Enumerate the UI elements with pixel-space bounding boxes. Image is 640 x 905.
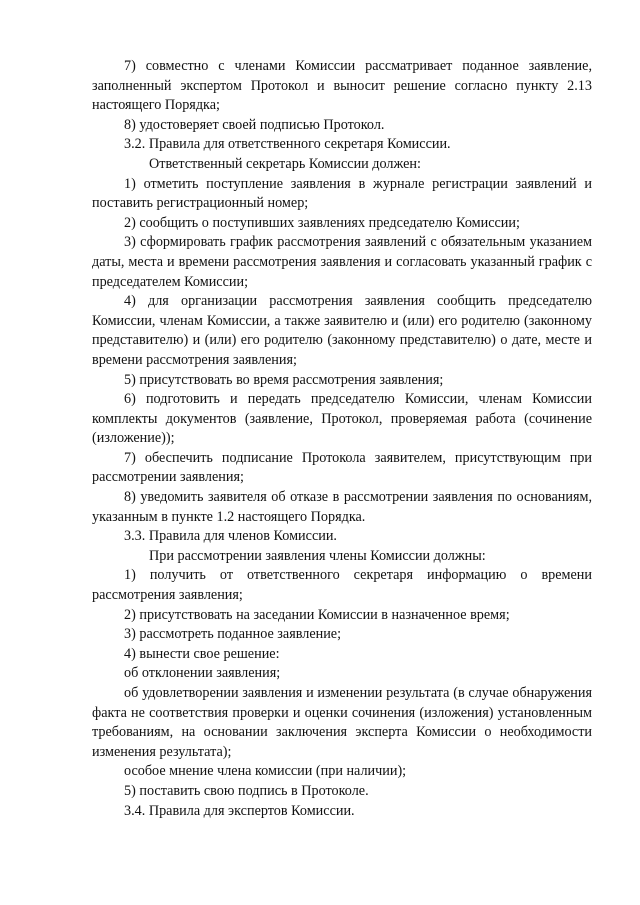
secretary-item-8: 8) уведомить заявителя об отказе в рассмотрении заявления по основаниям, указанным в пункте 1.2 настоящего Порядка. [92, 489, 592, 525]
list-item-7-chair-reviews: 7) совместно с членами Комиссии рассматривает поданное заявление, заполненный экспертом Протокол и выносит решение согласно пункту 2.13 настоящего Порядка; [92, 58, 592, 114]
secretary-item-3: 3) сформировать график рассмотрения заявлений с обязательным указанием даты, места и времени рассмотрения заявления и согласовать указанный график с председателем Комиссии; [92, 234, 592, 290]
members-item-2: 2) присутствовать на заседании Комиссии в назначенное время; [124, 606, 510, 623]
secretary-item-2: 2) сообщить о поступивших заявлениях председателю Комиссии; [124, 214, 520, 231]
members-item-4: 4) вынести свое решение: [124, 645, 280, 662]
section-heading-3-4: 3.4. Правила для экспертов Комиссии. [124, 802, 355, 819]
section-heading-3-3: 3.3. Правила для членов Комиссии. [124, 528, 337, 545]
section-heading-3-2: 3.2. Правила для ответственного секретаря Комиссии. [124, 136, 451, 153]
secretary-item-1: 1) отметить поступление заявления в журнале регистрации заявлений и поставить регистрационный номер; [92, 175, 592, 212]
document-body [92, 57, 592, 821]
secretary-item-4: 4) для организации рассмотрения заявления сообщить председателю Комиссии, членам Комиссии, а также заявителю и (или) его родителю (законному представителю) и (или) его родителю (законному представителю) о дате, месте и времени рассмотрения заявления; [92, 293, 592, 368]
decision-option-dissent: особое мнение члена комиссии (при наличии); [124, 763, 407, 780]
secretary-item-7: 7) обеспечить подписание Протокола заявителем, присутствующим при рассмотрении заявления; [92, 449, 592, 486]
decision-option-approve: об удовлетворении заявления и изменении результата (в случае обнаружения факта не соответствия проверки и оценки сочинения (изложения) установленным требованиям, на основании заключения эксперта Комиссии о необходимости изменения результата); [92, 685, 592, 760]
members-item-5: 5) поставить свою подпись в Протоколе. [124, 782, 369, 799]
members-intro: При рассмотрении заявления члены Комиссии должны: [149, 547, 486, 564]
secretary-item-6: 6) подготовить и передать председателю Комиссии, членам Комиссии комплекты документов (заявление, Протокол, проверяемая работа (сочинение (изложение)); [92, 391, 592, 447]
secretary-intro: Ответственный секретарь Комиссии должен: [149, 155, 421, 172]
members-item-1: 1) получить от ответственного секретаря информацию о времени рассмотрения заявления; [92, 567, 592, 604]
list-item-8-chair-signs: 8) удостоверяет своей подписью Протокол. [124, 116, 385, 133]
members-item-3: 3) рассмотреть поданное заявление; [124, 626, 342, 643]
decision-option-reject: об отклонении заявления; [124, 665, 281, 682]
secretary-item-5: 5) присутствовать во время рассмотрения заявления; [124, 371, 444, 388]
